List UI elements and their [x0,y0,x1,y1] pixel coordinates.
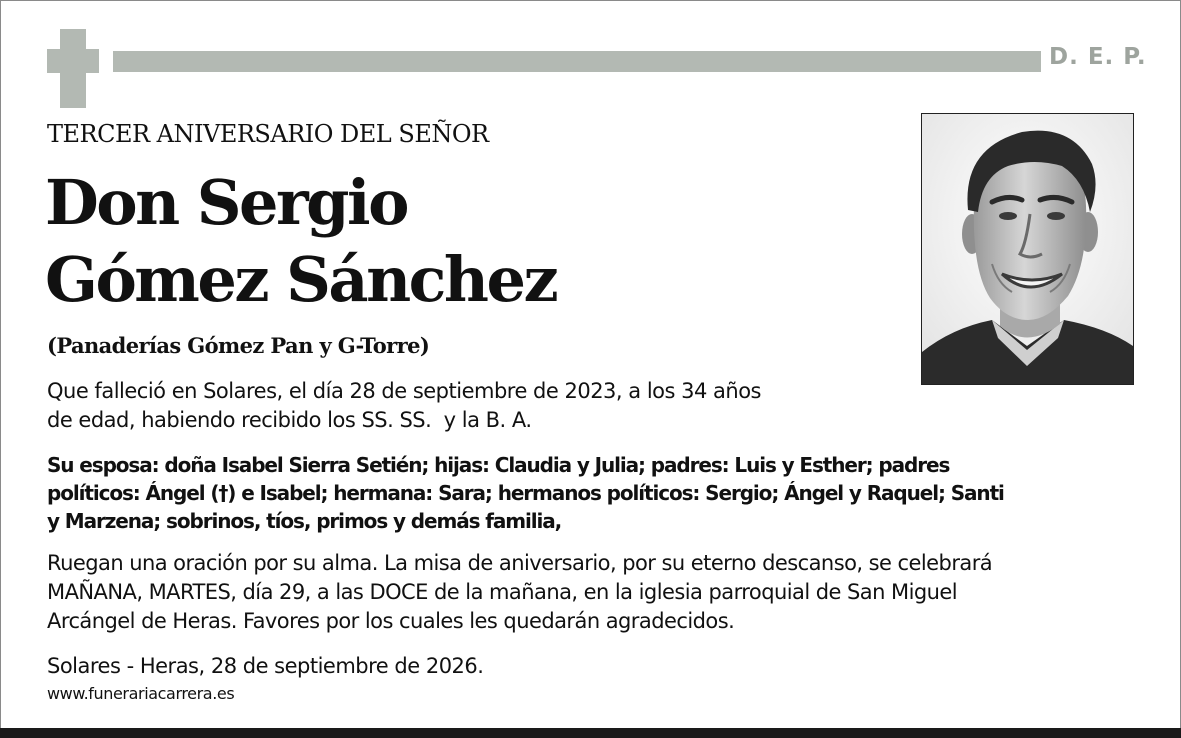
website-link[interactable]: www.funerariacarrera.es [47,684,235,703]
family-line: y Marzena; sobrinos, tíos, primos y demás familia, [47,509,562,533]
cross-icon [47,29,99,108]
place-date: Solares - Heras, 28 de septiembre de 2026. [47,654,484,678]
mass-line: Arcángel de Heras. Favores por los cuales les quedarán agradecidos. [47,609,735,633]
mass-line: Ruegan una oración por su alma. La misa de aniversario, por su eterno descanso, se celebrará [47,551,993,575]
bottom-bar [0,728,1181,738]
name-line-1: Don Sergio [45,166,407,239]
death-details-line: Que falleció en Solares, el día 28 de septiembre de 2023, a los 34 años [47,379,761,403]
portrait-photo [921,113,1134,385]
family-list [47,451,1137,535]
family-line: Su esposa: doña Isabel Sierra Setién; hijas: Claudia y Julia; padres: Luis y Esther; padres [47,453,950,477]
name-line-2: Gómez Sánchez [45,243,557,316]
portrait-illustration [922,114,1133,384]
anniversary-heading: TERCER ANIVERSARIO DEL SEÑOR [47,120,489,148]
death-details-line: de edad, habiendo recibido los SS. SS. y la B. A. [47,408,532,432]
death-details [47,377,897,435]
header-rule [113,51,1041,72]
deceased-name [45,164,556,318]
mass-announcement [47,549,1137,636]
mass-line: MAÑANA, MARTES, día 29, a las DOCE de la mañana, en la iglesia parroquial de San Miguel [47,580,958,604]
family-line: políticos: Ángel (†) e Isabel; hermana: Sara; hermanos políticos: Sergio; Ángel y Raquel; Santi [47,481,1004,505]
company-subtitle: (Panaderías Gómez Pan y G-Torre) [47,333,430,358]
dep-label: D. E. P. [1049,44,1147,70]
